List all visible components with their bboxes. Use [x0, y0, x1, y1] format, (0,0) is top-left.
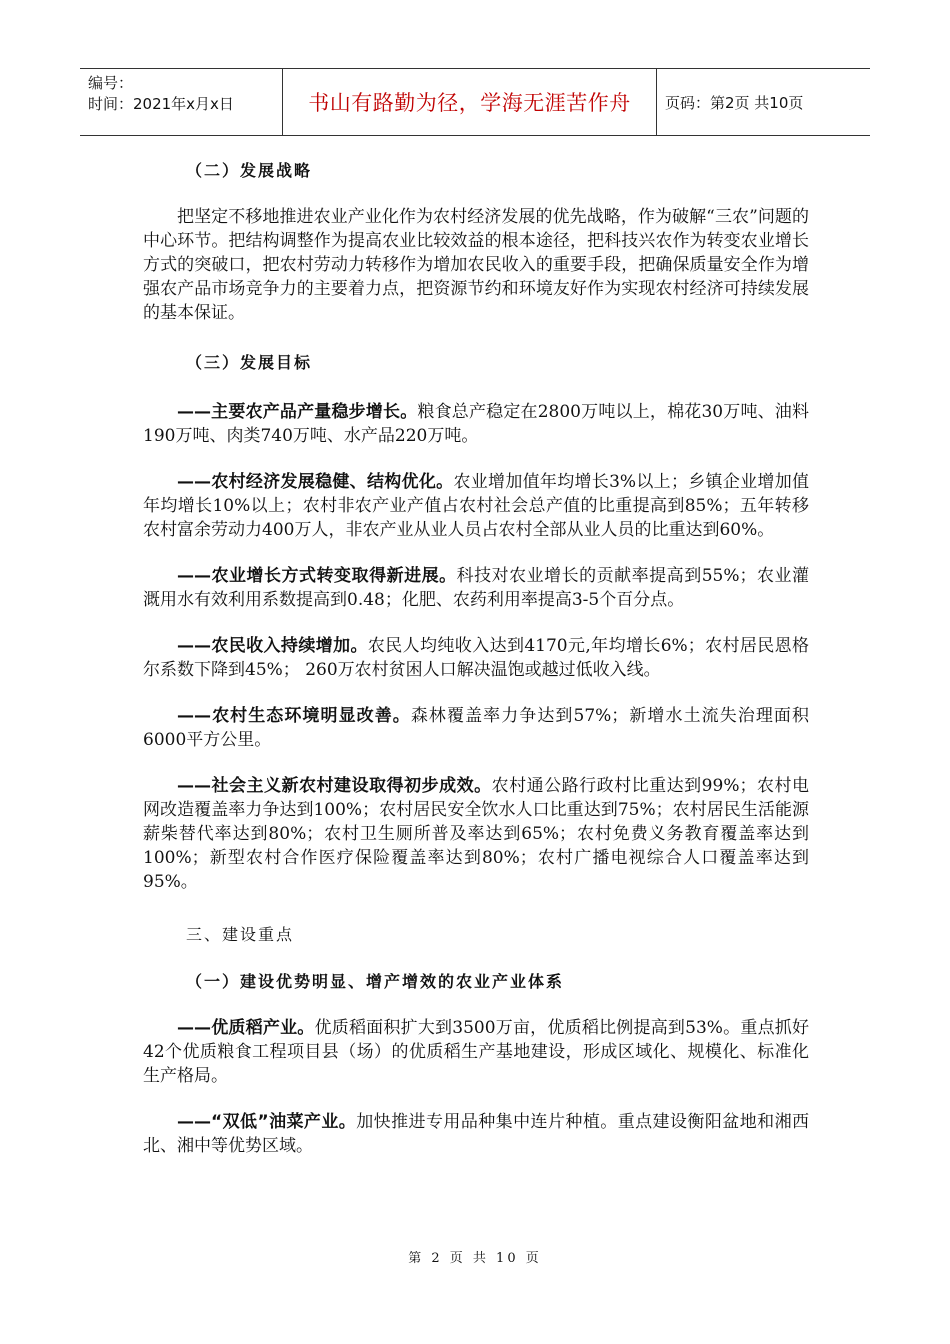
- heading-key-points: 三、建设重点: [186, 925, 295, 944]
- goal-lead: ——农村生态环境明显改善。: [177, 706, 411, 726]
- key-lead: ——优质稻产业。: [177, 1018, 315, 1038]
- goal-text: 农民人均纯收入达到4170元,年均增长6%；农村居民恩格尔系数下降到45%； 260万农村贫困人口解决温饱或越过低收入线。: [143, 636, 810, 680]
- key-text: 优质稻面积扩大到3500万亩，优质稻比例提高到53%。重点抓好42个优质粮食工程项目县（场）的优质稻生产基地建设，形成区域化、规模化、标准化生产格局。: [143, 1018, 809, 1086]
- key-paragraph: [143, 1110, 809, 1158]
- document-header: [80, 68, 870, 136]
- heading-strategy: （二）发展战略: [186, 161, 313, 180]
- time-label: 时间：2021年x月x日: [88, 95, 234, 113]
- goal-text: 科技对农业增长的贡献率提高到55%；农业灌溉用水有效利用系数提高到0.48；化肥、农药利用率提高3-5个百分点。: [143, 566, 810, 610]
- goal-text: 粮食总产稳定在2800万吨以上，棉花30万吨、油料190万吨、肉类740万吨、水产品220万吨。: [143, 402, 809, 446]
- page-footer: 第 2 页 共 10 页: [408, 1251, 542, 1266]
- goal-paragraph: [143, 774, 809, 894]
- goal-paragraph: [143, 470, 809, 542]
- goal-text: 农村通公路行政村比重达到99%；农村电网改造覆盖率力争达到100%；农村居民安全饮水人口比重达到75%；农村居民生活能源薪柴替代率达到80%；农村卫生厕所普及率达到65%；农村免费义务教育覆盖率达到100%；新型农村合作医疗保险覆盖率达到80%；农村广播电视综合人口覆盖率达到95%。: [143, 776, 809, 892]
- goal-text: 农业增加值年均增长3%以上；乡镇企业增加值年均增长10%以上；农村非农产业产值占农村社会总产值的比重提高到85%；五年转移农村富余劳动力400万人，非农产业从业人员占农村全部从业人员的比重达到60%。: [143, 472, 810, 540]
- header-motto: 书山有路勤为径，学海无涯苦作舟: [283, 69, 657, 135]
- goal-lead: ——社会主义新农村建设取得初步成效。: [177, 776, 492, 796]
- key-text: 加快推进专用品种集中连片种植。重点建设衡阳盆地和湘西北、湘中等优势区域。: [143, 1112, 809, 1156]
- key-lead: ——“双低”油菜产业。: [177, 1112, 357, 1132]
- goal-paragraph: [143, 634, 809, 682]
- paragraph-strategy: 把坚定不移地推进农业产业化作为农村经济发展的优先战略，作为破解“三农”问题的中心环节。把结构调整作为提高农业比较效益的根本途径，把科技兴农作为转变农业增长方式的突破口，把农村劳动力转移作为增加农民收入的重要手段，把确保质量安全作为增强农产品市场竞争力的主要着力点，把资源节约和环境友好作为实现农村经济可持续发展的基本保证。: [143, 207, 809, 323]
- document-body: [143, 158, 809, 1158]
- goal-lead: ——农村经济发展稳健、结构优化。: [177, 472, 454, 492]
- header-meta: [80, 69, 283, 135]
- goal-lead: ——主要农产品产量稳步增长。: [177, 402, 418, 422]
- goal-lead: ——农业增长方式转变取得新进展。: [177, 566, 457, 586]
- header-page-info: 页码：第2页 共10页: [665, 93, 804, 112]
- goal-text: 森林覆盖率力争达到57%；新增水土流失治理面积 6000平方公里。: [143, 706, 809, 750]
- number-label: 编号：: [88, 74, 134, 92]
- key-paragraph: [143, 1016, 809, 1088]
- heading-goals: （三）发展目标: [186, 353, 313, 372]
- goal-paragraph: [143, 564, 809, 612]
- goal-paragraph: [143, 400, 809, 448]
- heading-key-point-1: （一）建设优势明显、增产增效的农业产业体系: [186, 972, 565, 991]
- goal-paragraph: [143, 704, 809, 752]
- goal-lead: ——农民收入持续增加。: [177, 636, 368, 656]
